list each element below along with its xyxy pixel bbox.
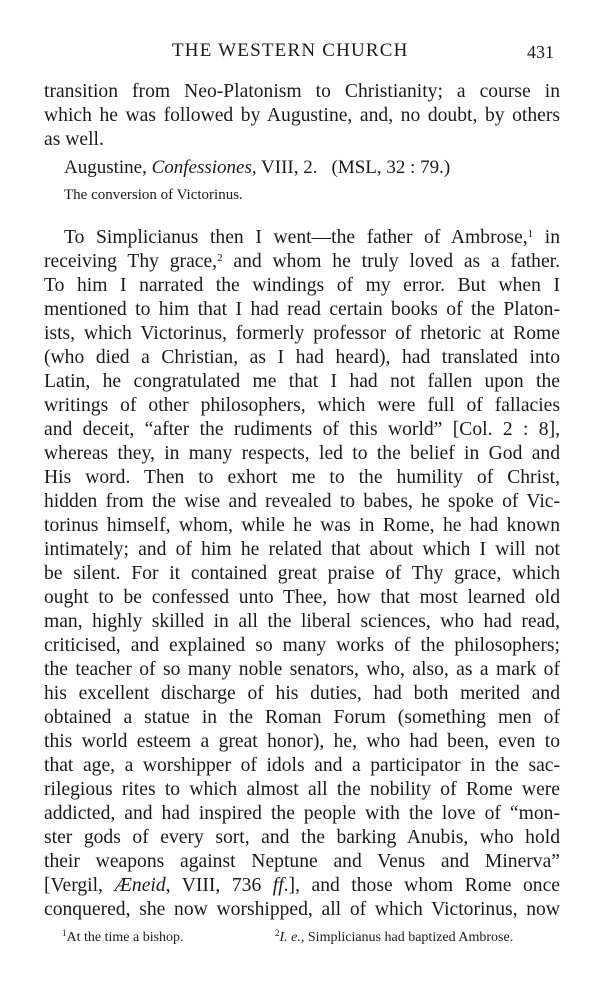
- intro-line-1: transition from Neo-Platonism to Christianity; a course in: [44, 81, 560, 102]
- body-line-6: (who died a Christian, as I had heard), had translated into: [44, 347, 560, 368]
- body-line-25: addicted, and had inspired the people with the love of “mon-: [44, 803, 560, 824]
- body-line-8: writings of other philosophers, which were full of fallacies: [44, 395, 560, 416]
- body-line-17: man, highly skilled in all the liberal sciences, who had read,: [44, 611, 560, 632]
- body-line-26: ster gods of every sort, and the barking Anubis, who hold: [44, 827, 560, 848]
- body-line-22: this world esteem a great honor), he, who had been, even to: [44, 731, 560, 752]
- footnote-1: $^1$At the time a bishop.: [62, 928, 184, 945]
- body-line-20: his excellent discharge of his duties, had both merited and: [44, 683, 560, 704]
- intro-line-3: as well.: [44, 129, 104, 150]
- body-line-23: that age, a worshipper of idols and a participator in the sac-: [44, 755, 560, 776]
- body-line-28: [Vergil, Æneid, VIII, 736 ff.], and those whom Rome once: [44, 875, 560, 896]
- source-author: Augustine,: [64, 157, 147, 178]
- source-ref: , VIII, 2.: [251, 157, 318, 178]
- body-line-27: their weapons against Neptune and Venus and Minerva”: [44, 851, 560, 872]
- body-line-14: intimately; and of him he related that about which I will not: [44, 539, 560, 560]
- source-msl: (MSL, 32 : 79.): [331, 157, 451, 178]
- body-line-13: torinus himself, whom, while he was in Rome, he had known: [44, 515, 560, 536]
- body-line-12: hidden from the wise and revealed to babes, he spoke of Vic-: [44, 491, 560, 512]
- source-work: Confessiones: [151, 157, 252, 178]
- body-line-21: obtained a statue in the Roman Forum (something men of: [44, 707, 560, 728]
- body-line-11: His word. Then to exhort me to the humility of Christ,: [44, 467, 560, 488]
- body-line-9: and deceit, “after the rudiments of this world” [Col. 2 : 8],: [44, 419, 560, 440]
- section-subheading: The conversion of Victorinus.: [64, 187, 243, 203]
- page-number: 431: [527, 42, 554, 62]
- body-line-19: the teacher of so many noble senators, who, also, as a mark of: [44, 659, 560, 680]
- body-line-10: whereas they, in many respects, led to the belief in God and: [44, 443, 560, 464]
- body-line-4: mentioned to him that I had read certain books of the Platon-: [44, 299, 560, 320]
- footnote-ref-1: 1: [527, 228, 534, 240]
- body-line-5: ists, which Victorinus, formerly professor of rhetoric at Rome: [44, 323, 560, 344]
- source-citation: [64, 157, 450, 179]
- body-line-1: To Simplicianus then I went—the father of Ambrose,$^1$ in: [64, 227, 560, 248]
- body-line-29: conquered, she now worshipped, all of which Victorinus, now: [44, 899, 560, 920]
- footnote-ref-2: 2: [217, 252, 223, 264]
- body-line-16: ought to be confessed unto Thee, how that most learned old: [44, 587, 560, 608]
- running-title: THE WESTERN CHURCH: [172, 40, 409, 61]
- work-title-aeneid: Æneid: [114, 875, 166, 896]
- body-line-7: Latin, he congratulated me that I had not fallen upon the: [44, 371, 560, 392]
- running-head: [0, 40, 607, 64]
- body-line-24: rilegious rites to which almost all the nobility of Rome were: [44, 779, 560, 800]
- body-line-2: receiving Thy grace,$^2$ and whom he truly loved as a father.: [44, 251, 560, 272]
- body-line-3: To him I narrated the windings of my error. But when I: [44, 275, 560, 296]
- body-line-15: be silent. For it contained great praise of Thy grace, which: [44, 563, 560, 584]
- intro-line-2: which he was followed by Augustine, and, no doubt, by others: [44, 105, 560, 126]
- footnote-2: $^2$I. e., Simplicianus had baptized Ambrose.: [275, 928, 514, 945]
- body-line-18: criticised, and explained so many works of the philosophers;: [44, 635, 560, 656]
